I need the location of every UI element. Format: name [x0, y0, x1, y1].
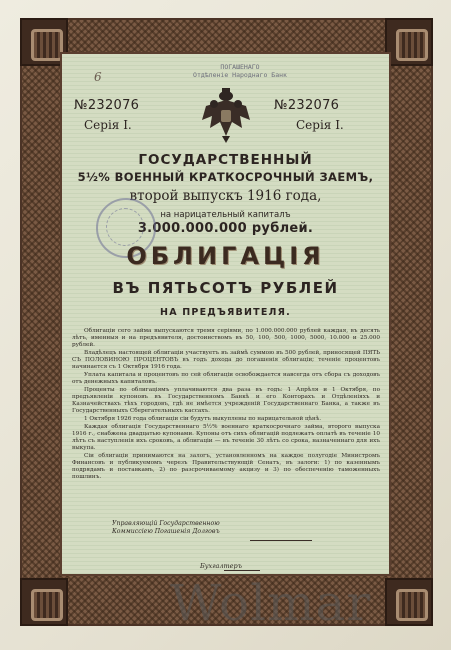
terms-paragraph: Сіи облигаціи принимаются на залогъ, установленномъ на каждое полугодіе Министромъ Финансовъ и публикуемомъ черезъ Правительствующій Сенатъ, въ залоги: 1) по казеннымъ подрядамъ и поставкамъ, 2) по разсрочиваемому акцизу и 3) по обеспеченію таможенныхъ пошлинъ. [72, 453, 380, 480]
stamp-line: Отдѣленіе Народнаго Банк [193, 70, 287, 79]
signature-line [250, 526, 312, 541]
heading-issue: второй выпускъ 1916 года, [129, 188, 322, 204]
heading-loan: 5½% ВОЕННЫЙ КРАТКОСРОЧНЫЙ ЗАЕМЪ, [77, 170, 374, 184]
signature-title: Коммиссіею Погашенія Долговъ [112, 528, 220, 535]
heading-capital-amount: 3.000.000.000 рублей. [137, 221, 314, 236]
document-subtitle: ВЪ ПЯТЬСОТЪ РУБЛЕЙ [112, 279, 339, 297]
bearer-label: НА ПРЕДЪЯВИТЕЛЯ. [160, 307, 291, 318]
serial-number-right: №232076 [274, 98, 340, 113]
double-headed-eagle-icon [200, 86, 252, 144]
terms-text [72, 328, 380, 482]
corner-ornament-top-right [385, 18, 433, 66]
bookkeeper-label: Бухгалтеръ [200, 562, 243, 570]
document-title: ОБЛИГАЦІЯ [126, 242, 325, 270]
bookkeeper-signature-line [224, 560, 260, 571]
terms-paragraph: Каждая облигація Государственнаго 5½% военнаго краткосрочнаго займа, второго выпуска 1916 г., снабжена двадцатью купонами. Купоны отъ сихъ облигацій подлежатъ оплатѣ въ теченіе 10 лѣтъ съ наступленія ихъ сроковъ, а облигаціи — въ теченіе 30 лѣтъ со срока, назначеннаго для ихъ выкупа. [72, 424, 380, 451]
terms-paragraph: Облигаціи сего займа выпускаются тремя серіями, по 1.000.000.000 рублей каждая, въ десять лѣтъ, именныя и на предъявителя, достоинствомъ въ 50, 100, 500, 1000, 5000, 10.000 и 25.000 рублей. [72, 328, 380, 348]
watermark: Wolmar [170, 574, 372, 632]
handwritten-mark: 6 [94, 70, 102, 84]
cancellation-stamp [185, 64, 295, 80]
stamp-line: ПОГАШЕНАГО [220, 63, 260, 71]
terms-paragraph: Владѣлецъ настоящей облигаціи участвуетъ въ займѣ суммою въ 500 рублей, приносящей ПЯТЬ СЪ ПОЛОВИНОЮ ПРОЦЕНТОВЪ въ годъ дохода до погашенія облигаціи; теченіе процентовъ начинается съ 1 Октября 1916 года. [72, 350, 380, 370]
heading-capital-label: на нарицательный капиталъ [160, 210, 291, 220]
terms-paragraph: Проценты по облигаціямъ уплачиваются два раза въ годъ: 1 Апрѣля и 1 Октября, по предъявленіи купоновъ въ Государственномъ Банкѣ и его Конторахъ и Отдѣленіяхъ и Казначействахъ тѣхъ городовъ, гдѣ не имѣется учрежденій Государственнаго Банка, а также въ Государственныхъ Сберегательныхъ кассахъ. [72, 387, 380, 414]
series-left: Серія I. [84, 118, 132, 132]
series-right: Серія I. [296, 118, 344, 132]
terms-paragraph: Уплата капитала и процентовъ по сей облигаціи освобождается навсегда отъ сбора съ доходовъ отъ денежныхъ капиталовъ. [72, 372, 380, 385]
corner-ornament-bottom-left [20, 578, 68, 626]
terms-paragraph: 1 Октября 1926 года облигаціи сіи будутъ выкуплены по нарицательной цѣнѣ. [84, 416, 322, 422]
heading-state: ГОСУДАРСТВЕННЫЙ [138, 152, 313, 168]
signature-title: Управляющій Государственною [112, 520, 220, 527]
serial-number-left: №232076 [74, 98, 140, 113]
corner-ornament-bottom-right [385, 578, 433, 626]
